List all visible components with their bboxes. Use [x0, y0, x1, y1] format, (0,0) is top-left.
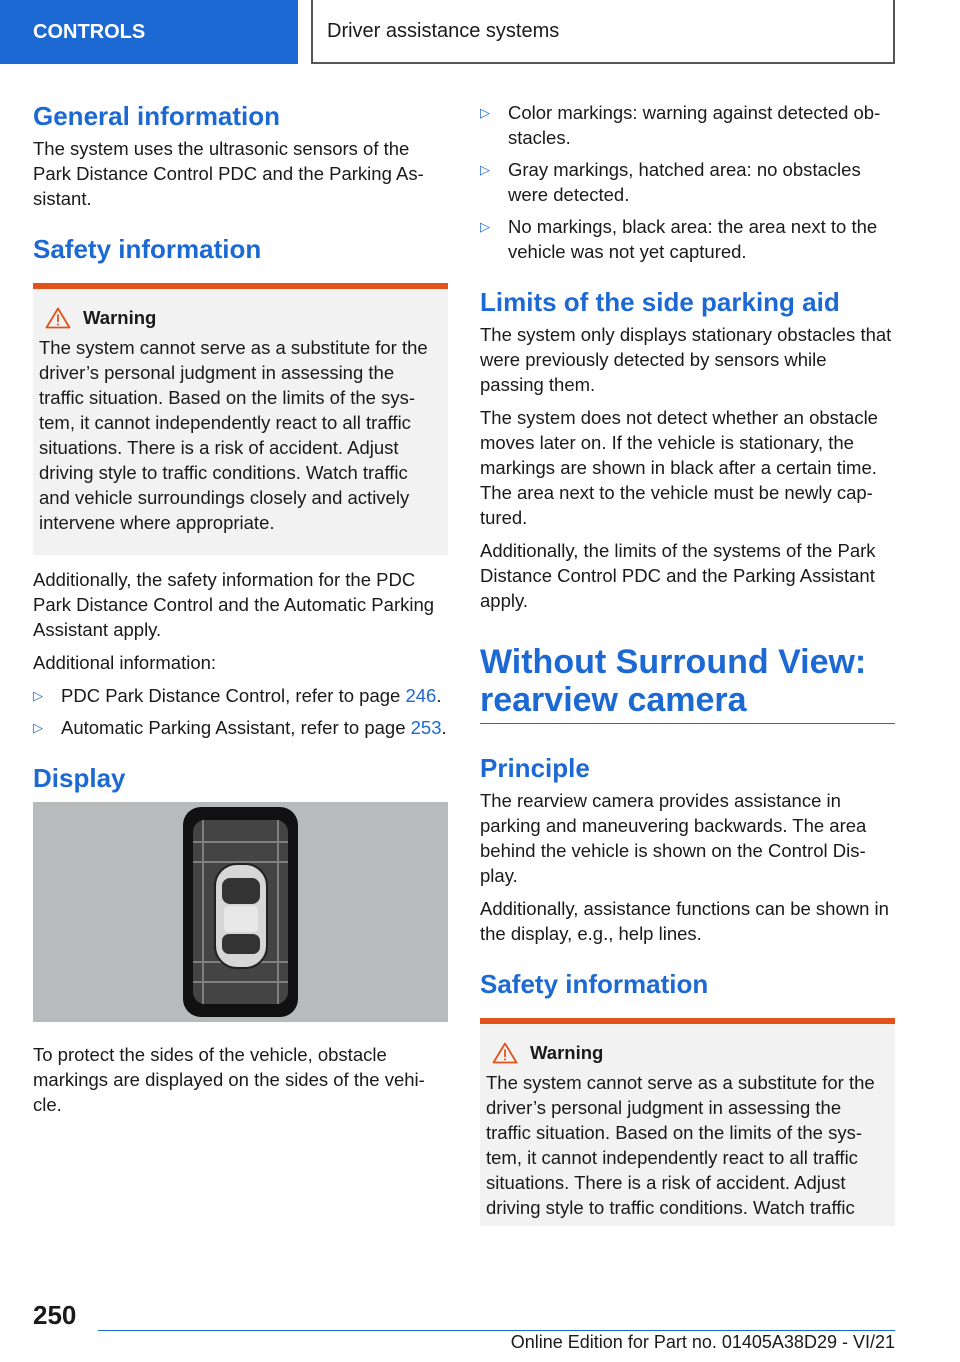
warning-header [39, 307, 442, 329]
camera-heading-line-1: Without Surround View: [480, 643, 867, 681]
camera-warning-box [480, 1018, 895, 1226]
principle-paragraph-2: Additionally, assistance functions can be shown in the display, e.g., help lines. [480, 898, 889, 944]
display-caption: To protect the sides of the vehicle, obstacle markings are displayed on the sides of the vehi-cle. [33, 1044, 425, 1115]
marking-text: Gray markings, hatched area: no obstacles were detected. [508, 159, 861, 205]
list-item [480, 157, 895, 207]
triangle-bullet-icon: ▷ [33, 688, 43, 703]
additional-safety-text: Additionally, the safety information for the PDC Park Distance Control and the Automatic Parking Assistant apply. [33, 569, 435, 640]
general-information-heading: General information [33, 101, 281, 131]
right-column [480, 100, 895, 1238]
warning-text: The system cannot serve as a substitute for the driver’s personal judgment in assessing the traffic situation. Based on the limits of the sys-tem, it cannot independently react to all traffic situations. There is a risk of accident. Adjust driving style to traffic conditions. Watch traffic and vehicle surroundings closely and actively intervene where appropriate. [39, 337, 428, 533]
warning-triangle-icon [45, 307, 71, 329]
chapter-label: Driver assistance systems [327, 19, 560, 42]
left-column [33, 100, 448, 1125]
triangle-bullet-icon: ▷ [33, 720, 43, 735]
general-information-text: The system uses the ultrasonic sensors of the Park Distance Control PDC and the Parking As-sistant. [33, 138, 424, 209]
section-label: CONTROLS [33, 20, 146, 43]
additional-information-label: Additional information: [33, 652, 217, 673]
limits-paragraph-1: The system only displays stationary obstacles that were previously detected by sensors while passing them. [480, 324, 892, 395]
page-link-246[interactable]: 246 [405, 685, 437, 706]
triangle-bullet-icon: ▷ [480, 162, 490, 177]
camera-safety-heading: Safety information [480, 969, 709, 999]
warning-text: The system cannot serve as a substitute for the driver’s personal judgment in assessing the traffic situation. Based on the limits of the sys-tem, it cannot independently react to all traffic situations. There is a risk of accident. Adjust driving style to traffic conditions. Watch traffic [486, 1072, 875, 1218]
warning-header [486, 1042, 889, 1064]
warning-label: Warning [83, 307, 157, 328]
reference-text: Automatic Parking Assistant, refer to page [61, 717, 411, 738]
reference-text: PDC Park Distance Control, refer to page [61, 685, 406, 706]
list-item [480, 214, 895, 264]
marking-text: Color markings: warning against detected ob-stacles. [508, 102, 881, 148]
camera-heading-block [480, 643, 895, 724]
warning-label: Warning [530, 1042, 604, 1063]
chapter-header [311, 0, 895, 64]
section-tab [0, 0, 298, 64]
limits-paragraph-2: The system does not detect whether an obstacle moves later on. If the vehicle is stationary, the markings are shown in black after a certain time. The area next to the vehicle must be newly cap-tured. [480, 407, 878, 528]
triangle-bullet-icon: ▷ [480, 219, 490, 234]
list-item [480, 100, 895, 150]
principle-paragraph-1: The rearview camera provides assistance in parking and maneuvering backwards. The area behind the vehicle is shown on the Control Dis-play. [480, 790, 867, 886]
parking-display-illustration [33, 802, 448, 1022]
triangle-bullet-icon: ▷ [480, 105, 490, 120]
safety-information-heading: Safety information [33, 234, 262, 264]
warning-triangle-icon [492, 1042, 518, 1064]
camera-heading-line-2: rearview camera [480, 681, 747, 719]
list-item: ▷ Automatic Parking Assistant, refer to page 253. [33, 717, 447, 738]
page-link-253[interactable]: 253 [410, 717, 442, 738]
warning-box [33, 283, 448, 555]
display-heading: Display [33, 763, 126, 793]
footer-edition: Online Edition for Part no. 01405A38D29 - VI/21 [98, 1330, 895, 1353]
list-item: ▷ PDC Park Distance Control, refer to page 246. [33, 685, 442, 706]
marking-text: No markings, black area: the area next to the vehicle was not yet captured. [508, 216, 878, 262]
page-number: 250 [33, 1300, 77, 1330]
limits-heading: Limits of the side parking aid [480, 287, 840, 317]
markings-list [480, 100, 895, 264]
limits-paragraph-3: Additionally, the limits of the systems of the Park Distance Control PDC and the Parking Assistant apply. [480, 540, 876, 611]
reference-list [33, 683, 448, 740]
side-parking-aid-figure [33, 802, 448, 1022]
principle-heading: Principle [480, 753, 590, 783]
